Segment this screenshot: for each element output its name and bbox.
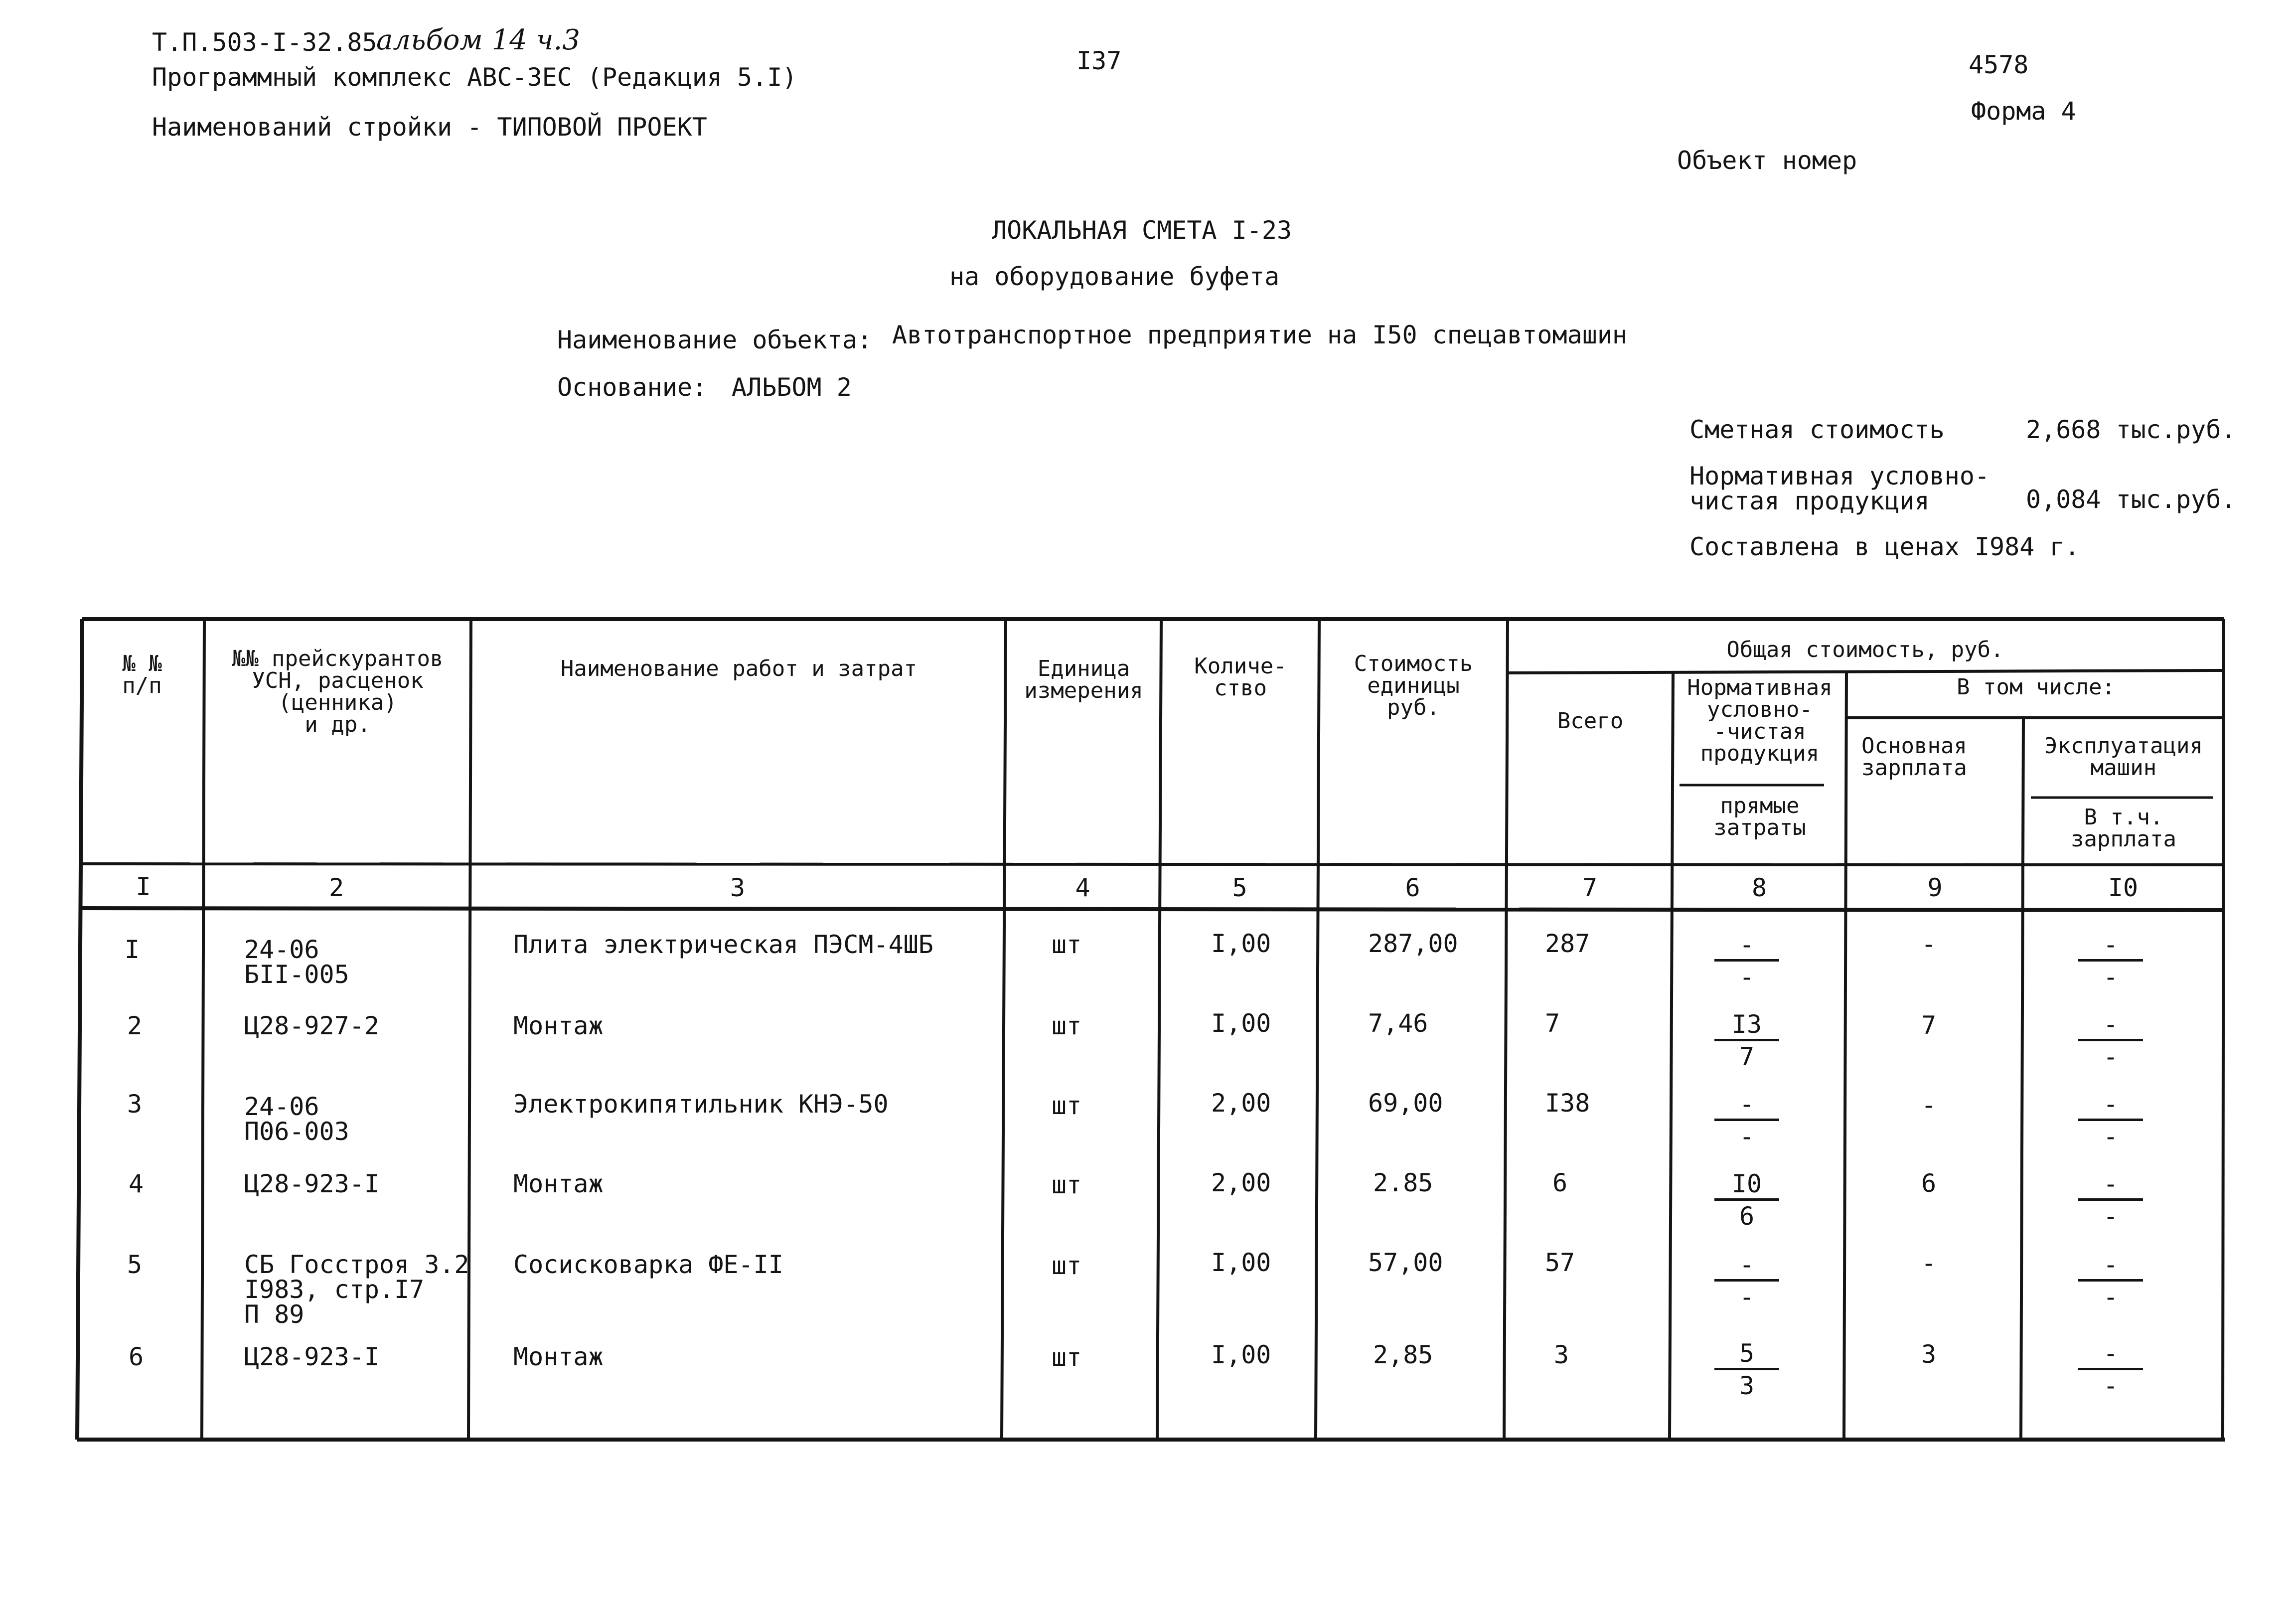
machine-operation-fraction: - - (2078, 1341, 2143, 1398)
price-code: 24-06 П06-003 (244, 1092, 349, 1146)
doc-code: Т.П.503-I-32.85 (152, 28, 377, 57)
col-number-10: I0 (2108, 873, 2139, 902)
col-header-row-number: № № п/п (122, 651, 162, 698)
col-header-price-codes: №№ прейскурантов УСН, расценок (ценника) и др. (232, 646, 444, 737)
machine-operation-fraction: - - (2078, 1092, 2143, 1149)
normative-product-label: Нормативная условно- чистая продукция (1689, 462, 1990, 515)
col-header-including-wage: В т.ч. зарплата (2071, 805, 2176, 852)
unit-cost: 7,46 (1368, 1009, 1428, 1038)
col-header-unit-cost: Стоимость единицы руб. (1354, 651, 1473, 720)
col-header-unit: Единица измерения (1024, 656, 1143, 703)
quantity: I,00 (1211, 1248, 1271, 1277)
quantity: 2,00 (1211, 1168, 1271, 1197)
quantity: I,00 (1211, 1009, 1271, 1038)
work-name: Монтаж (513, 1169, 604, 1198)
row-number: I (125, 935, 140, 964)
estimated-cost-label: Сметная стоимость (1689, 415, 1945, 444)
estimate-subtitle: на оборудование буфета (949, 262, 1280, 291)
price-code: Ц28-923-I (244, 1342, 379, 1371)
page-number: I37 (1076, 46, 1122, 75)
col-number-7: 7 (1582, 873, 1598, 902)
base-wage: 6 (1921, 1169, 1937, 1198)
unit: шт (1052, 1091, 1082, 1120)
col-header-quantity: Количе- ство (1194, 653, 1287, 701)
base-wage: 7 (1921, 1011, 1937, 1040)
price-code: Ц28-927-2 (244, 1011, 379, 1040)
col-header-total-cost-group: Общая стоимость, руб. (1726, 637, 2004, 662)
unit-cost: 2,85 (1373, 1340, 1433, 1369)
row-number: 2 (127, 1011, 143, 1040)
normative-product-value: 0,084 тыс.руб. (2026, 485, 2236, 514)
row-number: 6 (129, 1342, 144, 1371)
object-label: Наименование объекта: (557, 325, 873, 354)
work-name: Монтаж (513, 1011, 604, 1040)
normative-product-fraction: $\frac{I0}{6}$ (1714, 1171, 1779, 1229)
unit-cost: 69,00 (1368, 1089, 1443, 1118)
machine-operation-fraction: - - (2078, 932, 2143, 989)
col-number-9: 9 (1927, 873, 1943, 902)
basis-label: Основание: (557, 373, 708, 402)
total-cost: 7 (1545, 1009, 1560, 1038)
work-name: Электрокипятильник КНЭ-50 (513, 1090, 889, 1119)
unit: шт (1052, 1011, 1082, 1040)
unit-cost: 287,00 (1368, 929, 1458, 958)
col-header-total: Всего (1557, 708, 1624, 734)
base-wage: - (1921, 1249, 1937, 1278)
object-number-label: Объект номер (1677, 146, 1857, 175)
price-code: 24-06 БII-005 (244, 935, 349, 989)
program-line: Программный комплекс АВС-ЗЕС (Редакция 5.I) (152, 63, 797, 92)
col-header-normative-product: Нормативная условно- -чистая продукция (1687, 675, 1833, 766)
base-wage: - (1921, 1091, 1937, 1120)
col-header-direct-costs: прямые затраты (1713, 793, 1806, 840)
machine-operation-fraction: - - (2078, 1012, 2143, 1069)
col-header-machine-operation: Эксплуатация машин (2044, 733, 2203, 781)
object-value: Автотранспортное предприятие на I50 спецавтомашин (892, 321, 1628, 349)
work-name: Монтаж (513, 1342, 604, 1371)
total-cost: 3 (1554, 1340, 1569, 1369)
total-cost: I38 (1545, 1089, 1590, 1118)
unit-cost: 2.85 (1373, 1168, 1433, 1197)
basis-value: АЛЬБОМ 2 (732, 373, 852, 402)
row-number: 3 (127, 1090, 143, 1119)
col-header-base-wage: Основная зарплата (1861, 733, 1967, 781)
total-cost: 57 (1545, 1248, 1575, 1277)
col-header-work-name: Наименование работ и затрат (560, 656, 918, 681)
col-number-4: 4 (1075, 873, 1090, 902)
quantity: 2,00 (1211, 1089, 1271, 1118)
machine-operation-fraction: - - (2078, 1252, 2143, 1309)
price-code: Ц28-923-I (244, 1169, 379, 1198)
normative-product-fraction: $\frac{5}{3}$ (1714, 1341, 1779, 1398)
col-number-8: 8 (1751, 873, 1767, 902)
base-wage: 3 (1921, 1340, 1937, 1369)
unit: шт (1052, 1343, 1082, 1372)
normative-product-fraction: $\frac{I3}{7}$ (1714, 1012, 1779, 1069)
normative-product-fraction: - - (1714, 1092, 1779, 1149)
form-label: Форма 4 (1971, 97, 2076, 126)
total-cost: 6 (1552, 1168, 1568, 1197)
work-name: Сосисковарка ФЕ-II (513, 1250, 783, 1279)
col-number-1: I (136, 872, 151, 901)
machine-operation-fraction: - - (2078, 1171, 2143, 1229)
estimate-title: ЛОКАЛЬНАЯ СМЕТА I-23 (992, 216, 1292, 245)
unit-cost: 57,00 (1368, 1248, 1443, 1277)
prices-note: Составлена в ценах I984 г. (1689, 532, 2080, 561)
site-name-line: Наименований стройки - ТИПОВОЙ ПРОЕКТ (152, 113, 707, 142)
row-number: 4 (129, 1169, 144, 1198)
quantity: I,00 (1211, 929, 1271, 958)
price-code: СБ Госстроя З.2 I983, стр.I7 П 89 (244, 1250, 469, 1329)
album-handwritten-note: альбом 14 ч.3 (376, 24, 580, 56)
col-number-3: 3 (730, 873, 746, 902)
doc-number: 4578 (1969, 50, 2029, 79)
col-header-including: В том числе: (1957, 674, 2115, 700)
base-wage: - (1921, 930, 1937, 959)
normative-product-fraction: - - (1714, 932, 1779, 989)
col-number-6: 6 (1405, 873, 1420, 902)
unit: шт (1052, 1251, 1082, 1280)
row-number: 5 (127, 1250, 143, 1279)
estimated-cost-value: 2,668 тыс.руб. (2026, 415, 2236, 444)
unit: шт (1052, 1170, 1082, 1199)
unit: шт (1052, 930, 1082, 959)
work-name: Плита электрическая ПЭСМ-4ШБ (513, 930, 933, 959)
quantity: I,00 (1211, 1340, 1271, 1369)
normative-product-fraction: - - (1714, 1252, 1779, 1309)
col-number-5: 5 (1232, 873, 1247, 902)
col-number-2: 2 (328, 873, 344, 902)
total-cost: 287 (1545, 929, 1590, 958)
